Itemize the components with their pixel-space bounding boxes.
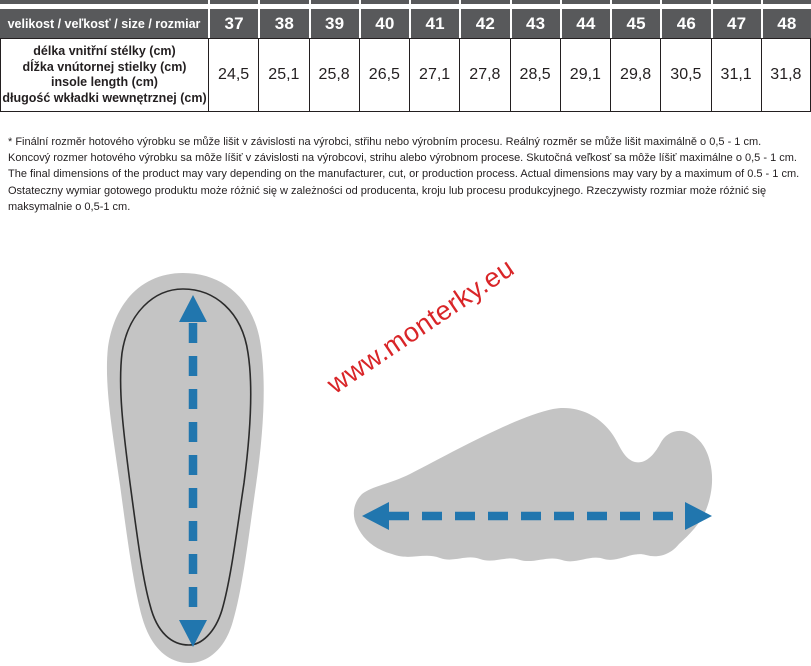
size-header-39: 39 [309,9,359,38]
insole-length-40: 26,5 [359,38,409,112]
size-header-43: 43 [510,9,560,38]
insole-length-38: 25,1 [258,38,308,112]
insole-length-43: 28,5 [510,38,560,112]
watermark-text: www.monterky.eu [321,252,520,400]
shoe-silhouette [354,408,712,561]
insole-length-46: 30,5 [660,38,710,112]
disclaimer-notes [8,134,807,215]
note-polish: Ostateczny wymiar gotowego produktu może różnić się w zależności od producenta, kroju lub procesu produkcyjnego. Rzeczywisty rozmiar może różnić się maksymalnie o 0,5-1 cm. [8,184,767,213]
insole-length-42: 27,8 [459,38,509,112]
size-table [0,9,811,112]
cropped-table-row-sliver [0,0,811,4]
footprint-silhouette [107,273,264,663]
size-header-38: 38 [258,9,308,38]
note-english: The final dimensions of the product may vary depending on the manufacturer, cut, or production process. Actual dimensions may vary by a maximum of 0.5 - 1 cm. [8,168,800,181]
row-label-pl: długość wkładki wewnętrznej (cm) [2,90,207,105]
insole-length-39: 25,8 [309,38,359,112]
size-table-header-label: velikost / veľkosť / size / rozmiar [0,9,208,38]
size-header-46: 46 [660,9,710,38]
insole-footprint-diagram [95,271,271,666]
note-slovak: Koncový rozmer hotového výrobku sa môže líšiť v závislosti na výrobcovi, strihu alebo výrobnom procese. Skutočná veľkosť sa môže líšiť maximálne o 0,5 - 1 cm. [8,152,797,165]
insole-length-37: 24,5 [208,38,258,112]
size-header-44: 44 [560,9,610,38]
size-header-42: 42 [459,9,509,38]
size-header-48: 48 [761,9,811,38]
insole-length-44: 29,1 [560,38,610,112]
shoe-length-diagram [348,402,726,568]
insole-length-47: 31,1 [711,38,761,112]
insole-length-41: 27,1 [409,38,459,112]
size-header-41: 41 [409,9,459,38]
insole-length-45: 29,8 [610,38,660,112]
row-label-sk: dĺžka vnútornej stielky (cm) [22,59,187,74]
row-label-en: insole length (cm) [51,75,158,89]
insole-length-48: 31,8 [761,38,811,112]
row-label-cs: délka vnitřní stélky (cm) [33,44,176,58]
note-czech: * Finální rozměr hotového výrobku se může lišit v závislosti na výrobci, střihu nebo výrobním procesu. Reálný rozměr se může lišit maximálně o 0,5 - 1 cm. [8,136,762,148]
size-header-45: 45 [610,9,660,38]
insole-length-row-label [0,38,208,112]
size-header-47: 47 [711,9,761,38]
size-header-37: 37 [208,9,258,38]
size-header-40: 40 [359,9,409,38]
